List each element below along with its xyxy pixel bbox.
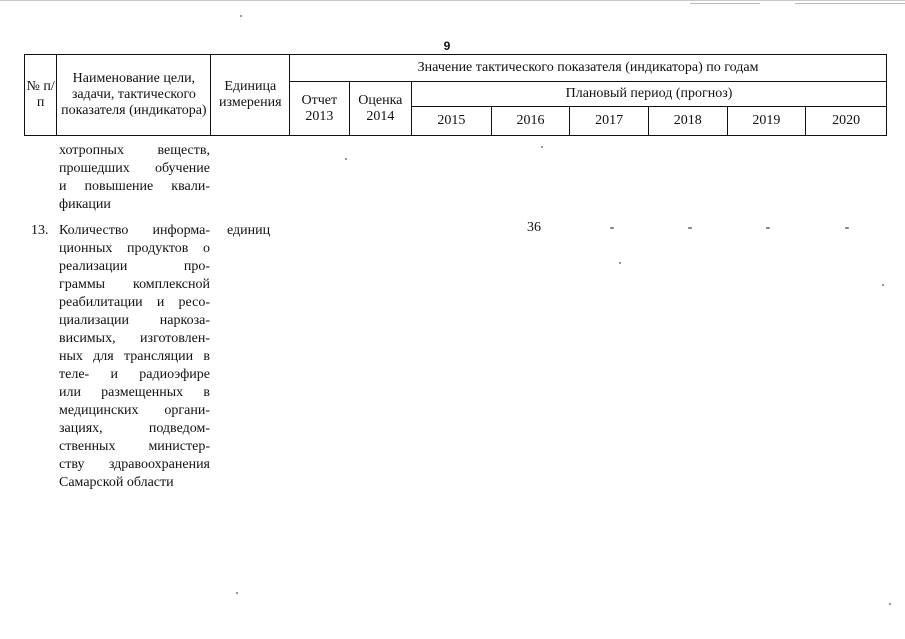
header-plan-period: Плановый период (прогноз) (412, 82, 887, 107)
header-year-2016: 2016 (491, 107, 570, 136)
page-number: 9 (443, 39, 451, 53)
row-13-value-2019: - (765, 220, 771, 235)
scan-speck (240, 15, 242, 17)
header-report-2013: Отчет 2013 (290, 82, 349, 136)
header-unit-column: Единица измерения (211, 55, 290, 136)
scan-speck (889, 603, 891, 605)
header-year-2015: 2015 (412, 107, 492, 136)
header-year-2019: 2019 (727, 107, 806, 136)
row-12-name-continuation: хотропных веществ, прошедших обучение и повышение квали- фикации (59, 143, 210, 212)
header-year-2017: 2017 (570, 107, 649, 136)
scan-speck (236, 592, 238, 594)
header-year-2018: 2018 (648, 107, 727, 136)
row-13-number: 13. (31, 223, 49, 238)
header-year-2020: 2020 (806, 107, 887, 136)
scan-speck (345, 158, 347, 160)
row-13-value-2020: - (844, 220, 850, 235)
header-estimate-2014: Оценка 2014 (349, 82, 412, 136)
header-name-column: Наименование цели, задачи, тактического показателя (индикатора) (57, 55, 211, 136)
row-13-unit: единиц (227, 223, 271, 238)
scan-speck (541, 146, 543, 148)
header-number-column: № п/п (25, 55, 57, 136)
scan-speck (882, 284, 884, 286)
row-13-value-2018: - (687, 220, 693, 235)
scan-mark (795, 3, 905, 4)
scan-mark (690, 3, 760, 4)
indicator-table-header (24, 54, 887, 136)
scan-speck (619, 262, 621, 264)
row-13-value-2017: - (609, 220, 615, 235)
header-value-group: Значение тактического показателя (индикатора) по годам (290, 55, 887, 82)
row-13-value-2016: 36 (527, 220, 541, 235)
top-edge-line (0, 0, 905, 1)
row-13-name: Количество информа- ционных продуктов о реализации про- граммы комплексной реабилитации и ресо- циализации наркоза- висимых, изготовлен- ных для трансляции в теле- и радиоэфире или размещенных в медицинских органи- зациях, подведом- ственных министер- ству здравоохранения Самарской области (59, 223, 210, 490)
